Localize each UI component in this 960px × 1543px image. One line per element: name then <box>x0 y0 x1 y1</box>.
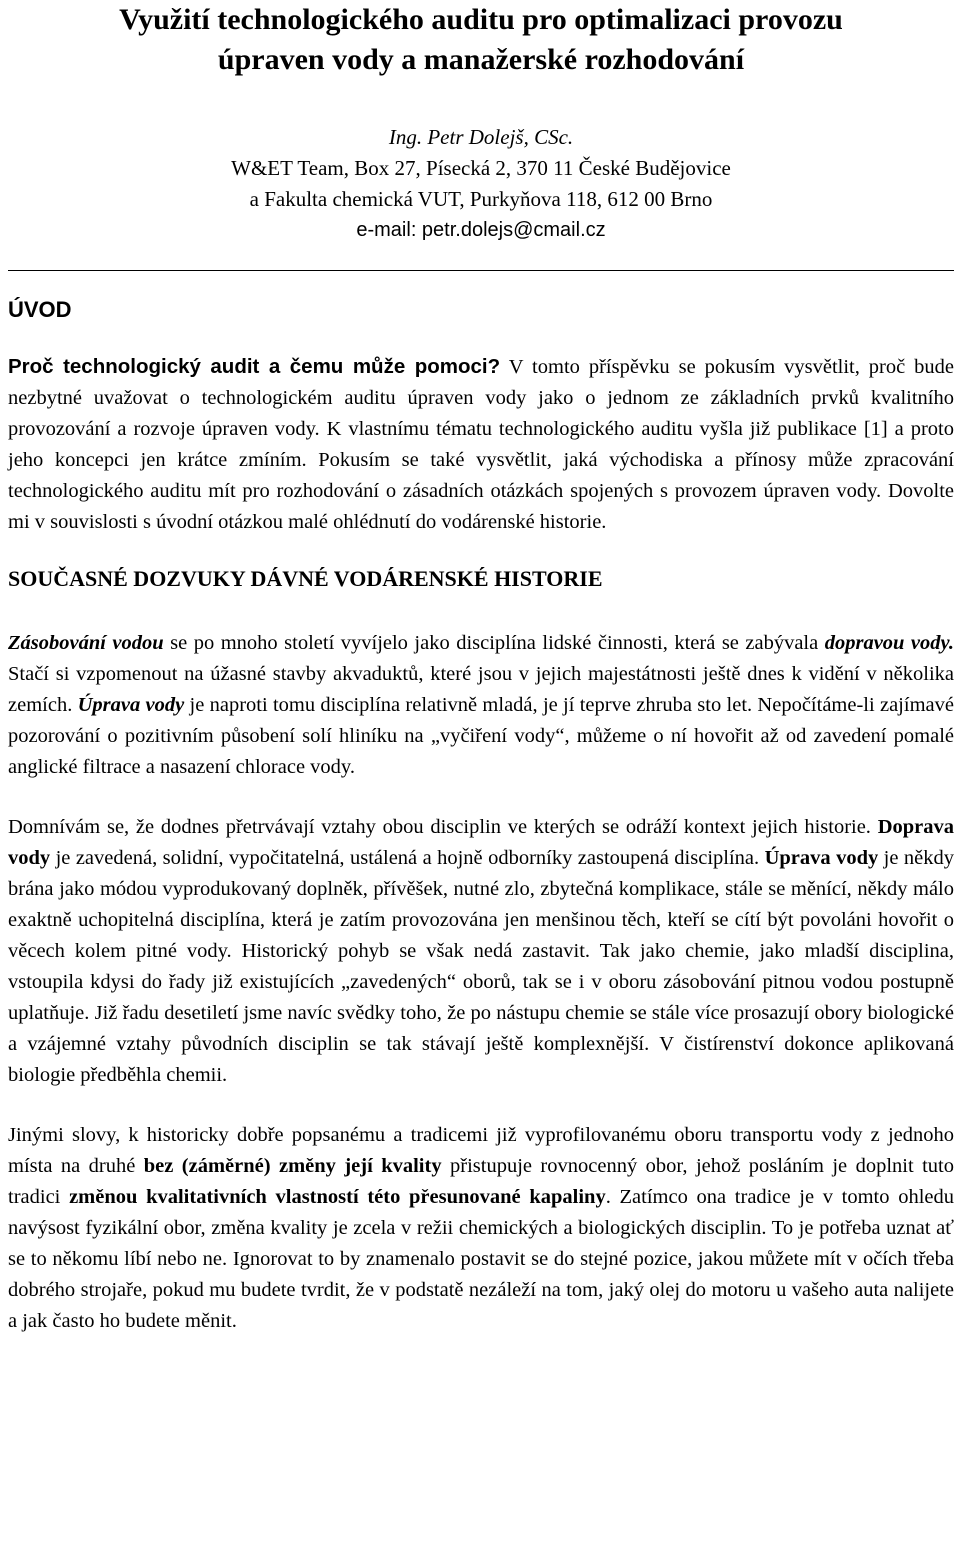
emphasis-text: změnou kvalitativních vlastností této přesunované kapaliny <box>69 1186 606 1208</box>
intro-text: V tomto příspěvku se pokusím vysvětlit, proč bude nezbytné uvažovat o technologickém auditu úpraven vody jako o jednom ze základních prvků kvalitního provozování a rozvoje úpraven vody. K vlastnímu tématu technologického auditu vyšla již publikace [1] a proto jeho koncepci jen krátce zmíním. Pokusím se také vysvětlit, jaká východiska a přínosy může zpracování technologického auditu mít pro rozhodování o zásadních otázkách spojených s provozem úpraven vody. Dovolte mi v souvislosti s úvodní otázkou malé ohlédnutí do vodárenské historie. <box>8 356 955 533</box>
body-text: . Zatímco ona tradice je v tomto ohledu navýsost fyzikální obor, změna kvality je zcela v režii chemických a biologických disciplin. To je potřeba uznat ať se to někomu líbí nebo ne. Ignorovat to by znamenalo postavit se do stejné pozice, jakou můžete mít v očích třeba dobrého strojaře, pokud mu budete tvrdit, že v podstatě nezáleží na tom, jaký olej do motoru u vašeho auta nalijete a jak často ho budete měnit. <box>8 1186 954 1332</box>
author-email: e-mail: petr.dolejs@cmail.cz <box>356 219 606 241</box>
author-name: Ing. Petr Dolejš, CSc. <box>388 125 574 149</box>
history-paragraph-2 <box>8 812 954 1091</box>
emphasis-text: Doprava vody <box>8 816 954 869</box>
author-affiliation-1: W&ET Team, Box 27, Písecká 2, 370 11 České Budějovice <box>231 156 731 180</box>
author-affiliation-2: a Fakulta chemická VUT, Purkyňova 118, 612 00 Brno <box>249 187 713 211</box>
header-divider <box>8 270 954 271</box>
document-title <box>8 0 954 80</box>
intro-paragraph <box>8 351 954 538</box>
title-line-2: úpraven vody a manažerské rozhodování <box>217 43 745 76</box>
body-text: Stačí si vzpomenout na úžasné stavby akvaduktů, které jsou v jejich majestátnosti ještě dnes k vidění v několika zemích. <box>8 663 954 716</box>
section-heading-intro: ÚVOD <box>8 297 72 322</box>
history-paragraph-1 <box>8 628 954 783</box>
body-text: Jinými slovy, k historicky dobře popsanému a tradicemi již vyprofilovanému oboru transportu vody z jednoho místa na druhé <box>8 1124 954 1177</box>
history-paragraph-3 <box>8 1120 954 1337</box>
body-text: je zavedená, solidní, vypočitatelná, ustálená a hojně odborníky zastoupená disciplína. <box>50 847 765 869</box>
intro-question: Proč technologický audit a čemu může pomoci? <box>8 355 501 378</box>
title-line-1: Využití technologického auditu pro optimalizaci provozu <box>119 3 843 36</box>
body-text: se po mnoho století vyvíjelo jako disciplína lidské činnosti, která se zabývala <box>163 632 825 654</box>
emphasis-text: Zásobování vodou <box>8 632 164 654</box>
body-text: je naproti tomu disciplína relativně mladá, je jí teprve zhruba sto let. Nepočítáme-li zajímavé pozorování o pozitivním působení solí hliníku na „vyčiření vody“, můžeme o ní hovořit až od zavedení pomalé anglické filtrace a nasazení chlorace vody. <box>8 694 954 778</box>
emphasis-text: Úprava vody <box>77 694 185 716</box>
emphasis-text: Úprava vody <box>764 847 879 869</box>
emphasis-text: dopravou vody. <box>824 632 954 654</box>
section-heading-history: SOUČASNÉ DOZVUKY DÁVNÉ VODÁRENSKÉ HISTORIE <box>8 566 603 591</box>
body-text: je někdy brána jako módou vyprodukovaný doplněk, přívěšek, nutné zlo, zbytečná komplikace, stále se měnící, někdy málo exaktně uchopitelná disciplína, která je zatím provozována jen menšinou těch, kteří se cítí být povoláni hovořit o věcech kolem pitné vody. Historický pohyb se však nedá zastavit. Tak jako chemie, jako mladší disciplina, vstoupila kdysi do řady již existujících „zavedených“ oborů, tak se i v oboru zásobování pitnou vodou postupně uplatňuje. Již řadu desetiletí jsme navíc svědky toho, že po nástupu chemie se stále více prosazují obory biologické a vzájemné vztahy původních disciplin se tak stávají ještě komplexnější. V čistírenství dokonce aplikovaná biologie předběhla chemii. <box>8 847 954 1086</box>
body-text: Domnívám se, že dodnes přetrvávají vztahy obou disciplin ve kterých se odráží kontext jejich historie. <box>8 816 878 838</box>
author-block <box>8 122 954 246</box>
body-text: přistupuje rovnocenný obor, jehož posláním je doplnit tuto tradici <box>8 1155 954 1208</box>
emphasis-text: bez (záměrné) změny její kvality <box>143 1155 442 1177</box>
